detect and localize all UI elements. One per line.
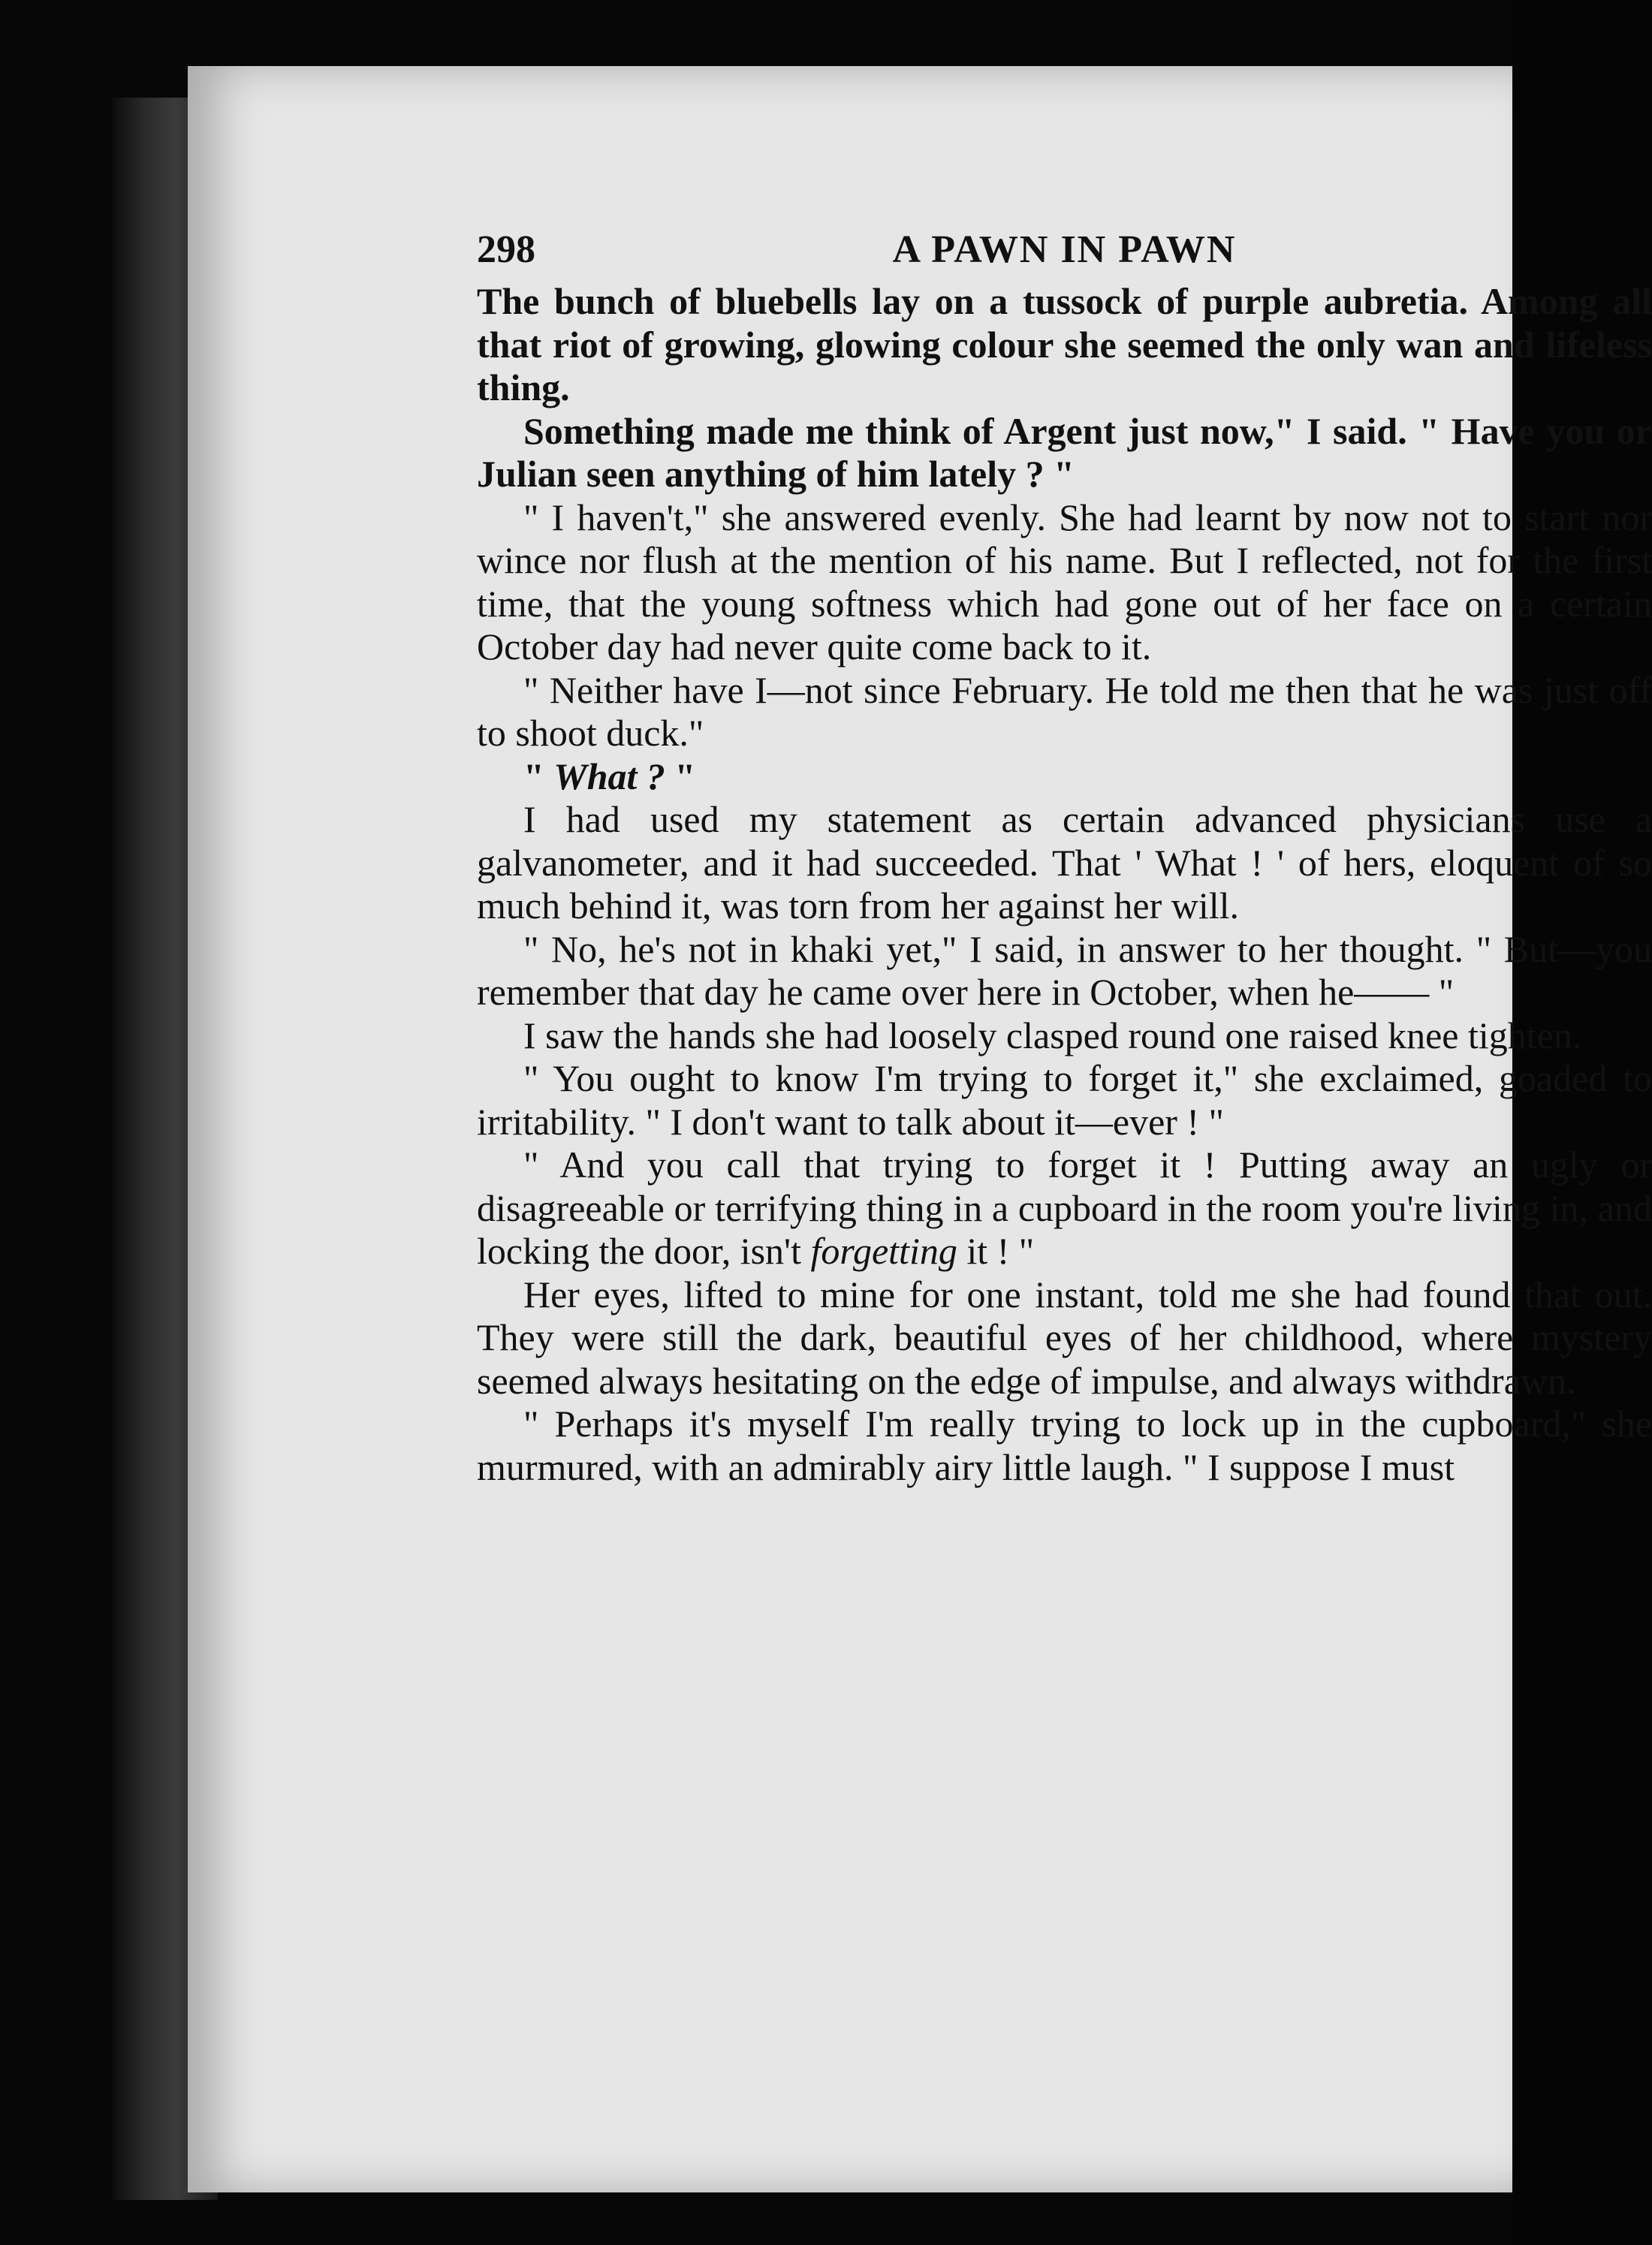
text-run: " bbox=[523, 755, 554, 797]
page-number: 298 bbox=[477, 228, 535, 271]
body-text bbox=[477, 280, 1652, 1489]
paragraph bbox=[477, 755, 1652, 799]
paragraph: " Neither have I—not since February. He told me then that he was just off to shoot duck." bbox=[477, 668, 1652, 754]
paragraph: Something made me think of Argent just now," I said. " Have you or Julian seen anything of him lately ? " bbox=[477, 409, 1652, 495]
paragraph: " I haven't," she answered evenly. She had learnt by now not to start nor wince nor flush at the mention of his name. But I reflected, not for the first time, that the young softness which had gone out of her face on a certain October day had never quite come back to it. bbox=[477, 496, 1652, 667]
paragraph: I had used my statement as certain advanced physicians use a galvanometer, and it had succeeded. That ' What ! ' of hers, eloquent of so much behind it, was torn from her against her will. bbox=[477, 798, 1652, 927]
running-title: A PAWN IN PAWN bbox=[892, 228, 1237, 271]
text-run: it ! " bbox=[957, 1230, 1035, 1272]
paragraph: " No, he's not in khaki yet," I said, in answer to her thought. " But—you remember that day he came over here in October, when he—— " bbox=[477, 927, 1652, 1013]
paragraph: The bunch of bluebells lay on a tussock of purple aubretia. Among all that riot of growing, glowing colour she seemed the only wan and lifeless thing. bbox=[477, 280, 1652, 408]
book-page bbox=[188, 66, 1652, 2192]
running-head bbox=[477, 228, 1652, 280]
paragraph: " You ought to know I'm trying to forget it," she exclaimed, goaded to irritability. " I don't want to talk about it—ever ! " bbox=[477, 1057, 1652, 1143]
text-run: " And you call that trying to forget it ! Putting away an ugly or disagreeable or terrifying thing in a cupboard in the room you're living in, and locking the door, isn't bbox=[477, 1144, 1652, 1272]
paragraph bbox=[477, 1144, 1652, 1273]
paragraph: I saw the hands she had loosely clasped round one raised knee tighten. bbox=[523, 1014, 1582, 1056]
text-run: " bbox=[665, 755, 696, 797]
paragraph: " Perhaps it's myself I'm really trying to lock up in the cupboard," she murmured, with an admirably airy little laugh. " I suppose I must bbox=[477, 1403, 1652, 1488]
paragraph: Her eyes, lifted to mine for one instant, told me she had found that out. They were still the dark, beautiful eyes of her childhood, where mystery seemed always hesitating on the edge of impulse, and always withdrawn. bbox=[477, 1273, 1652, 1402]
italic-text: forgetting bbox=[810, 1230, 957, 1272]
italic-text: What ? bbox=[553, 755, 665, 797]
page-content bbox=[477, 228, 1652, 1489]
